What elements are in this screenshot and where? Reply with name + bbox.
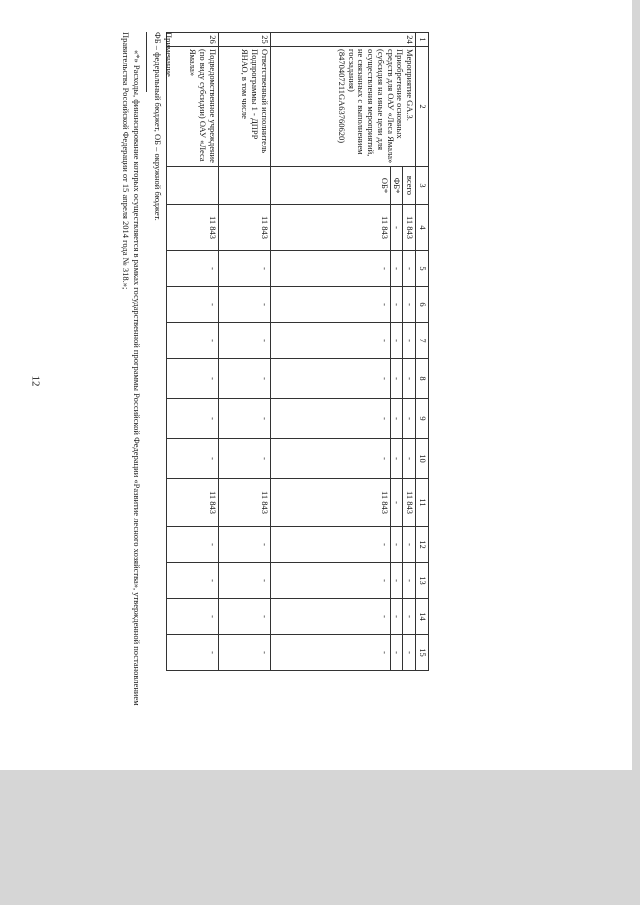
value-cell: -	[390, 599, 403, 635]
header-cell: 4	[416, 205, 429, 251]
value-cell: -	[218, 439, 270, 479]
page-number: 12	[29, 375, 42, 387]
value-cell: -	[390, 287, 403, 323]
row-number: 25	[218, 33, 270, 47]
source-cell: ОБ*	[270, 167, 390, 205]
value-cell: -	[166, 251, 218, 287]
value-cell: -	[403, 251, 416, 287]
value-cell: -	[403, 527, 416, 563]
value-cell: -	[403, 439, 416, 479]
header-cell: 7	[416, 323, 429, 359]
value-cell: -	[390, 439, 403, 479]
row-number: 24	[270, 33, 416, 47]
value-cell: -	[166, 563, 218, 599]
header-cell: 14	[416, 599, 429, 635]
header-cell: 3	[416, 167, 429, 205]
value-cell: -	[270, 359, 390, 399]
value-cell: -	[218, 635, 270, 671]
value-cell: -	[218, 359, 270, 399]
value-cell: -	[270, 439, 390, 479]
notes-block	[121, 32, 175, 722]
value-cell: 11 843	[270, 479, 390, 527]
value-cell: -	[218, 399, 270, 439]
value-cell: 11 843	[218, 479, 270, 527]
source-cell	[218, 167, 270, 205]
row-name: Ответственный исполнитель Подпрограммы 1 - ДПРР ЯНАО, в том числе	[218, 47, 270, 167]
value-cell: -	[270, 599, 390, 635]
value-cell: -	[166, 359, 218, 399]
value-cell: -	[390, 635, 403, 671]
value-cell: -	[403, 399, 416, 439]
value-cell: -	[270, 399, 390, 439]
value-cell: -	[270, 323, 390, 359]
note-abbreviations: ФБ – федеральный бюджет, ОБ – окружной бюджет.	[153, 32, 164, 221]
value-cell: -	[390, 205, 403, 251]
value-cell: -	[166, 439, 218, 479]
value-cell: -	[403, 599, 416, 635]
value-cell: -	[390, 323, 403, 359]
value-cell: 11 843	[403, 479, 416, 527]
header-cell: 11	[416, 479, 429, 527]
note-heading: Примечание.	[164, 32, 174, 79]
value-cell: -	[218, 527, 270, 563]
table-row	[166, 33, 218, 671]
value-cell: -	[166, 527, 218, 563]
source-cell: всего	[403, 167, 416, 205]
header-row	[416, 33, 429, 671]
value-cell: -	[166, 599, 218, 635]
value-cell: 11 843	[166, 479, 218, 527]
value-cell: -	[390, 251, 403, 287]
footnote-text: «*» Расходы, финансирование которых осуществляется в рамках государственной программы Российской Федерации «Развитие лесного хозяйства», утвержденной постановлением Правительства Российской Федерации от 15 апреля 2014 года № 318.»;	[121, 32, 142, 706]
value-cell: -	[166, 323, 218, 359]
value-cell: 11 843	[270, 205, 390, 251]
value-cell: -	[390, 563, 403, 599]
value-cell: -	[270, 527, 390, 563]
value-cell: -	[218, 599, 270, 635]
header-cell: 15	[416, 635, 429, 671]
value-cell: -	[403, 359, 416, 399]
row-name: Мероприятие GA.3. Приобретение основных средств для ОАУ «Леса Ямала» (субсидия на иные цели для осуществления мероприятий, не связанных с выполнением госзадания) (8470407211GA63760620)	[270, 47, 416, 167]
table-row	[403, 33, 416, 671]
value-cell: -	[390, 399, 403, 439]
header-cell: 6	[416, 287, 429, 323]
value-cell: 11 843	[218, 205, 270, 251]
rotated-content	[94, 32, 429, 722]
header-cell: 12	[416, 527, 429, 563]
value-cell: -	[270, 251, 390, 287]
value-cell: -	[166, 399, 218, 439]
value-cell: -	[218, 323, 270, 359]
value-cell: -	[218, 563, 270, 599]
value-cell: -	[403, 287, 416, 323]
source-cell: ФБ*	[390, 167, 403, 205]
value-cell: -	[166, 287, 218, 323]
value-cell: -	[218, 287, 270, 323]
row-number: 26	[166, 33, 218, 47]
header-cell: 13	[416, 563, 429, 599]
budget-table	[166, 32, 429, 671]
value-cell: -	[390, 479, 403, 527]
header-cell: 10	[416, 439, 429, 479]
header-cell: 9	[416, 399, 429, 439]
table-row	[218, 33, 270, 671]
value-cell: -	[390, 527, 403, 563]
value-cell: -	[270, 635, 390, 671]
value-cell: 11 843	[166, 205, 218, 251]
row-name: Подведомственное учреждение (по виду субсидии) ОАУ «Леса Ямала»	[166, 47, 218, 167]
value-cell: -	[403, 323, 416, 359]
value-cell: -	[403, 563, 416, 599]
value-cell: -	[218, 251, 270, 287]
source-cell	[166, 167, 218, 205]
footnote-divider	[146, 32, 147, 92]
value-cell: -	[403, 635, 416, 671]
value-cell: -	[390, 359, 403, 399]
value-cell: -	[166, 635, 218, 671]
value-cell: -	[270, 287, 390, 323]
value-cell: 11 843	[403, 205, 416, 251]
value-cell: -	[270, 563, 390, 599]
header-cell: 5	[416, 251, 429, 287]
header-cell: 8	[416, 359, 429, 399]
header-cell: 1	[416, 33, 429, 47]
header-cell: 2	[416, 47, 429, 167]
